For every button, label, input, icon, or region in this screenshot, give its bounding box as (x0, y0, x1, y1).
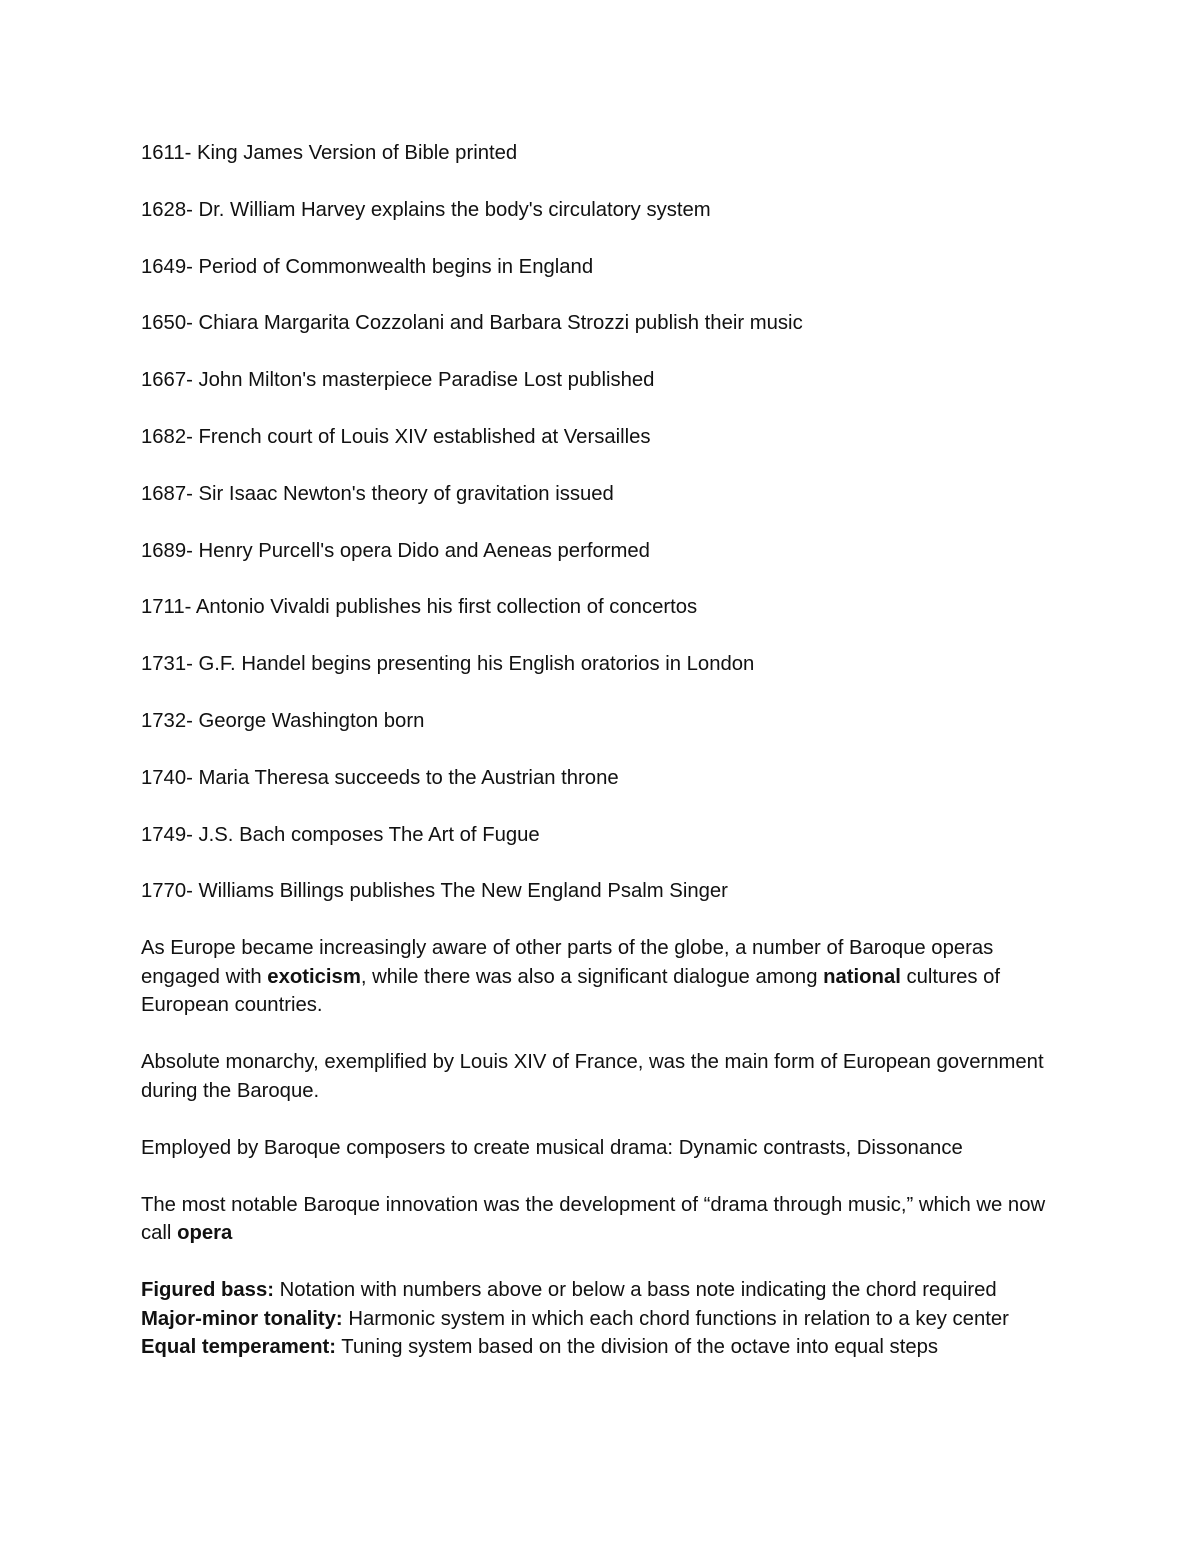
paragraph-text: The most notable Baroque innovation was the development of “drama through music,” which we now call (141, 1193, 1046, 1245)
glossary-term: Equal temperament: (141, 1336, 336, 1359)
timeline-item: 1689- Henry Purcell's opera Dido and Aeneas performed (141, 539, 650, 562)
paragraph-exoticism (141, 934, 1071, 1020)
glossary-term: Major-minor tonality: (141, 1307, 343, 1330)
timeline-item: 1628- Dr. William Harvey explains the body's circulatory system (141, 198, 711, 221)
timeline-item: 1682- French court of Louis XIV established at Versailles (141, 425, 651, 448)
paragraph-monarchy: Absolute monarchy, exemplified by Louis XIV of France, was the main form of European government during the Baroque. (141, 1051, 1044, 1102)
timeline-item: 1711- Antonio Vivaldi publishes his first collection of concertos (141, 596, 698, 619)
timeline-item: 1650- Chiara Margarita Cozzolani and Barbara Strozzi publish their music (141, 312, 803, 335)
glossary-definition: Notation with numbers above or below a bass note indicating the chord required (273, 1279, 997, 1302)
timeline-item: 1649- Period of Commonwealth begins in England (141, 255, 594, 278)
timeline-item: 1687- Sir Isaac Newton's theory of gravitation issued (141, 482, 614, 505)
timeline-item: 1749- J.S. Bach composes The Art of Fugue (141, 823, 540, 846)
glossary-definition: Tuning system based on the division of the octave into equal steps (335, 1336, 939, 1359)
glossary-entry (141, 1305, 1071, 1334)
timeline-item: 1740- Maria Theresa succeeds to the Austrian throne (141, 766, 619, 789)
paragraph-text: , while there was also a significant dialogue among (360, 965, 824, 988)
timeline-item: 1732- George Washington born (141, 709, 425, 732)
timeline-item: 1731- G.F. Handel begins presenting his English oratorios in London (141, 653, 755, 676)
paragraph-text: As Europe became increasingly aware of other parts of the globe, a number of Baroque operas engaged with (141, 937, 994, 988)
glossary-entry (141, 1333, 1071, 1362)
timeline-item: 1770- Williams Billings publishes The New England Psalm Singer (141, 880, 728, 903)
bold-term-national: national (823, 965, 901, 988)
glossary-definition: Harmonic system in which each chord functions in relation to a key center (342, 1307, 1009, 1330)
bold-term-opera: opera (177, 1222, 233, 1245)
glossary-entry (141, 1276, 1071, 1305)
document-page (141, 139, 1071, 1362)
paragraph-drama: Employed by Baroque composers to create musical drama: Dynamic contrasts, Dissonance (141, 1136, 963, 1159)
paragraph-text: cultures of European countries. (141, 965, 1001, 1017)
timeline-list (141, 139, 1071, 906)
glossary-term: Figured bass: (141, 1279, 274, 1302)
timeline-item: 1611- King James Version of Bible printed (141, 142, 518, 164)
glossary (141, 1276, 1071, 1362)
bold-term-exoticism: exoticism (267, 965, 361, 988)
timeline-item: 1667- John Milton's masterpiece Paradise Lost published (141, 369, 655, 392)
paragraph-opera (141, 1191, 1071, 1248)
